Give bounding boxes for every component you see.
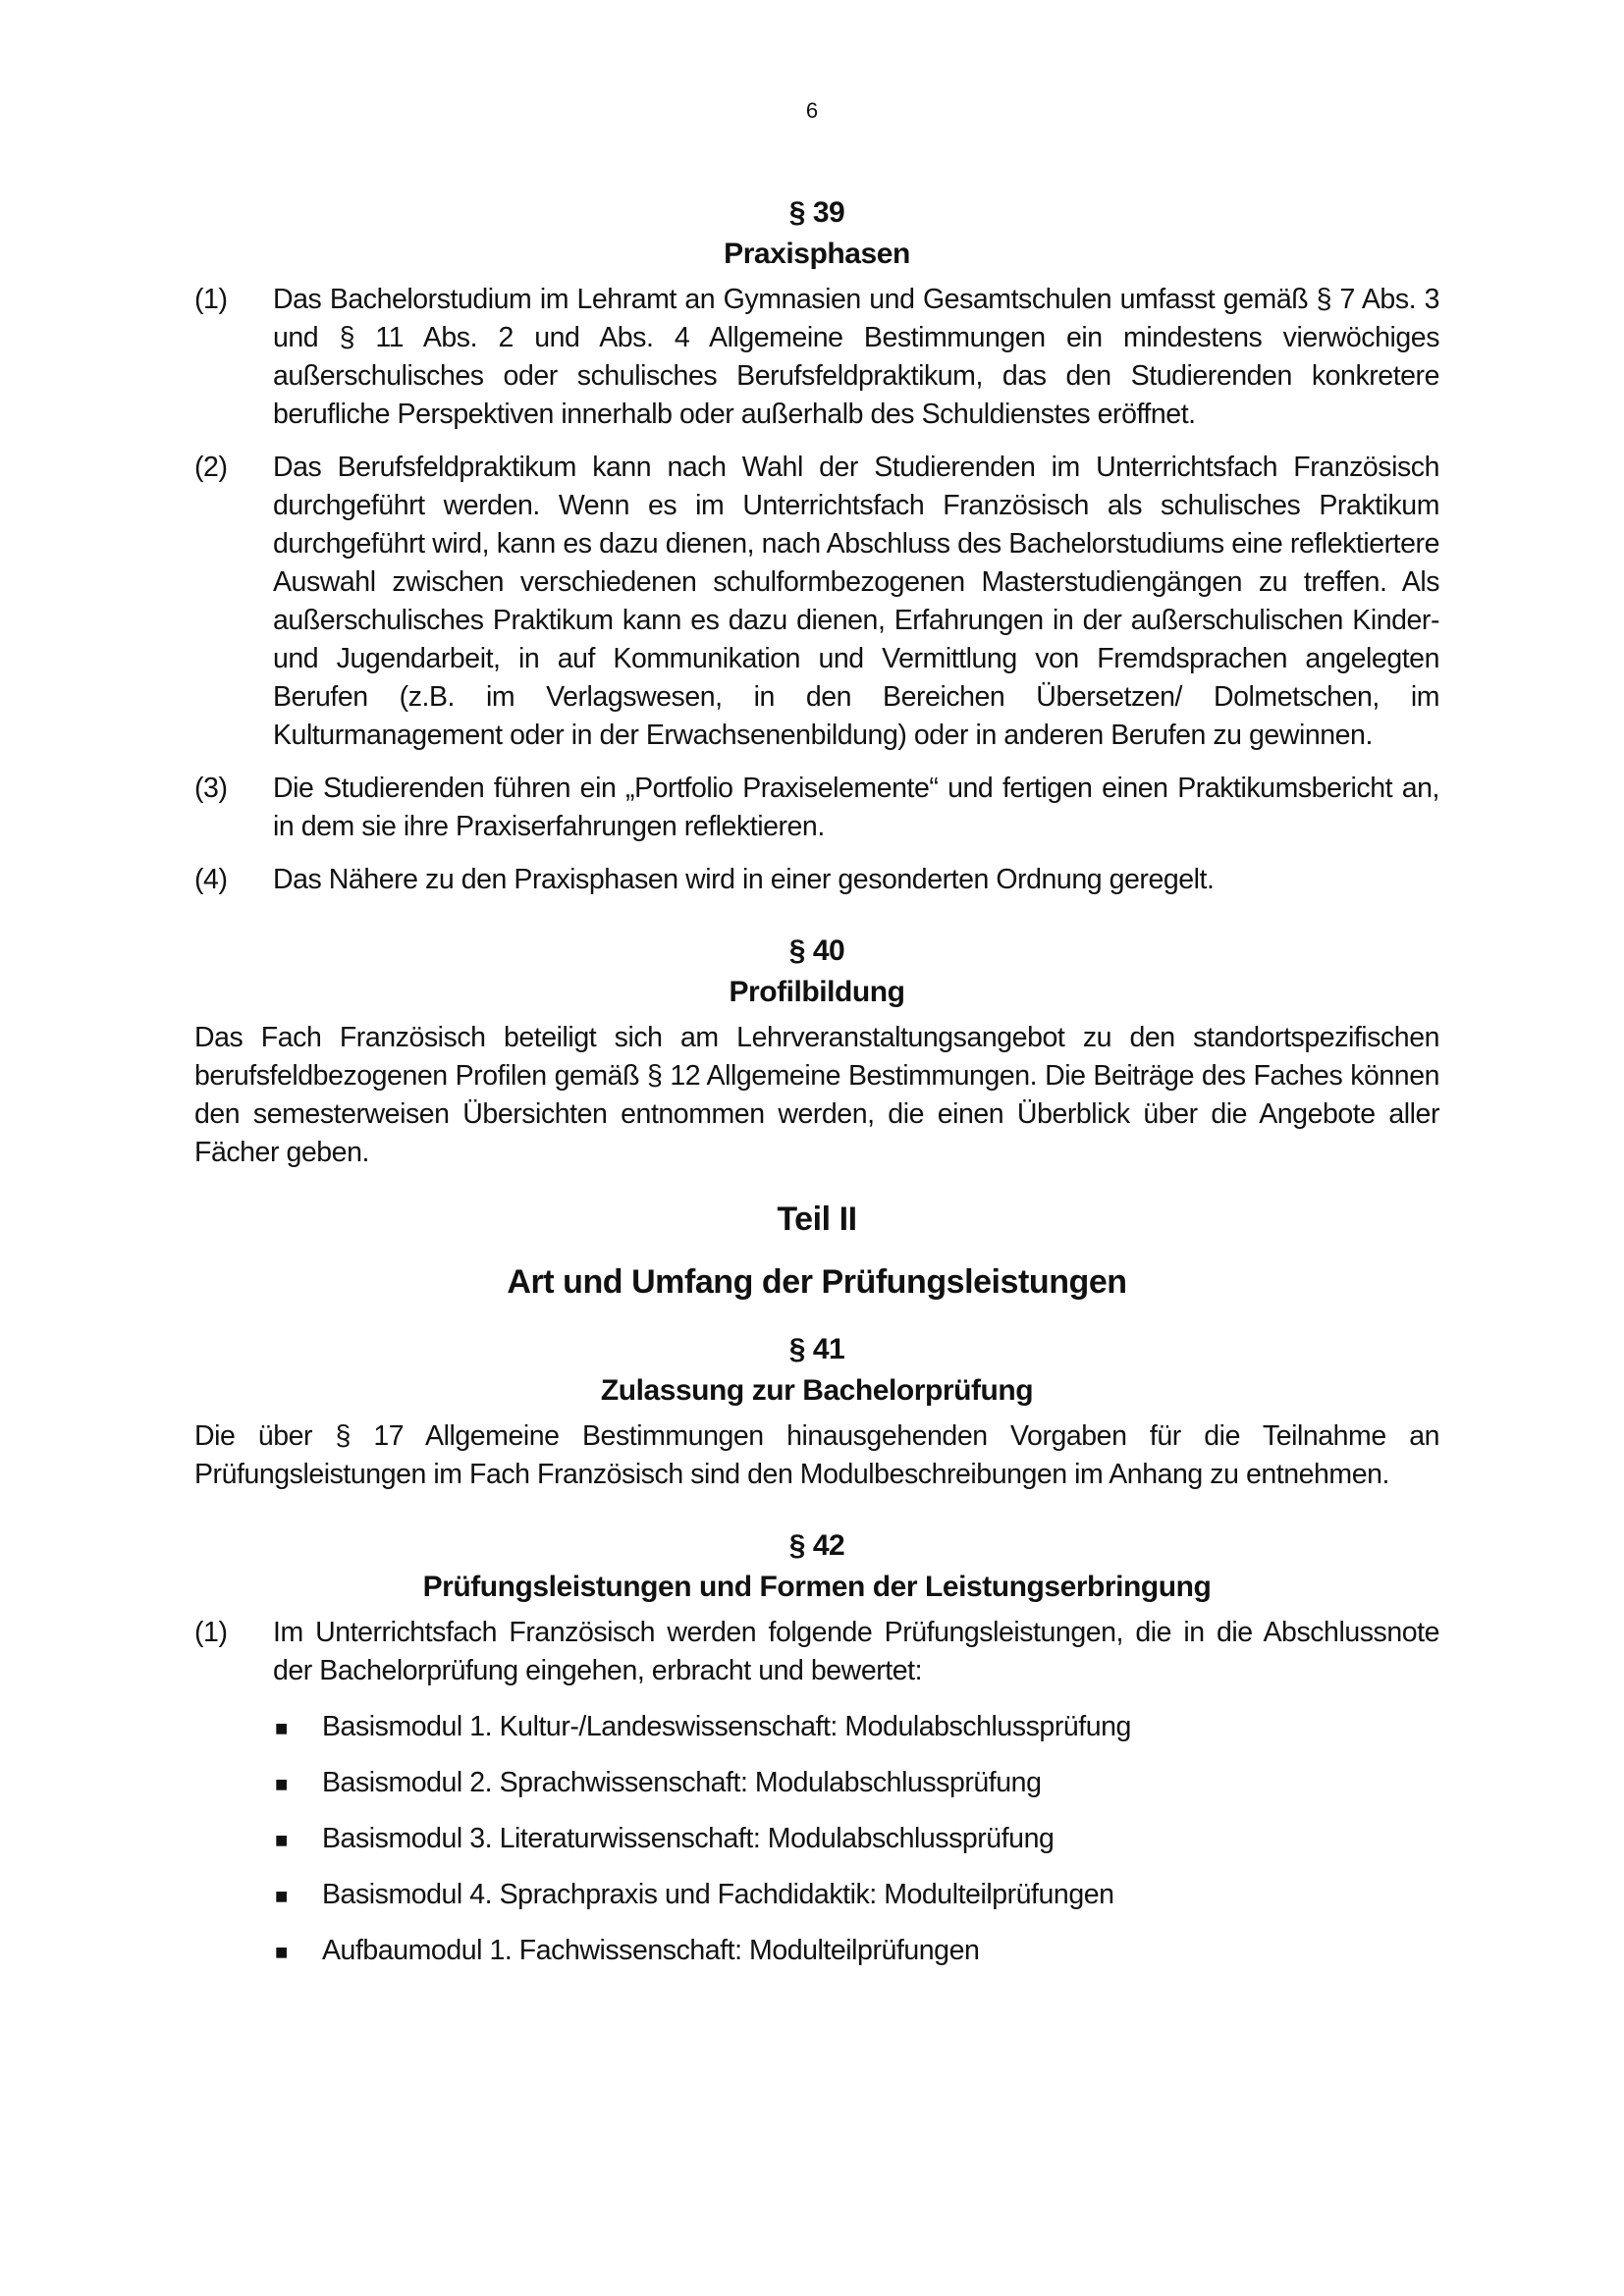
paragraph-text: Das Nähere zu den Praxisphasen wird in einer gesonderten Ordnung geregelt.	[273, 864, 1215, 895]
list-item-text: Aufbaumodul 1. Fachwissenschaft: Modulteilprüfungen	[322, 1935, 980, 1966]
list-item	[275, 1764, 1439, 1803]
section-41-title: Zulassung zur Bachelorprüfung	[600, 1374, 1034, 1407]
section-42-number: § 42	[788, 1529, 845, 1562]
paragraph-number: (4)	[194, 864, 228, 895]
paragraph-text: Im Unterrichtsfach Französisch werden folgende Prüfungsleistungen, die in die Abschlussnote der Bachelorprüfung eingehen, erbracht und bewertet:	[273, 1617, 1439, 1686]
exam-list	[194, 1708, 1439, 1971]
section-40-number: § 40	[788, 934, 845, 967]
list-item-text: Basismodul 1. Kultur-/Landeswissenschaft: Modulabschlussprüfung	[322, 1711, 1131, 1742]
list-item-text: Basismodul 4. Sprachpraxis und Fachdidaktik: Modulteilprüfungen	[322, 1879, 1114, 1910]
paragraph-text: Das Bachelorstudium im Lehramt an Gymnasien und Gesamtschulen umfasst gemäß § 7 Abs. 3 und § 11 Abs. 2 und Abs. 4 Allgemeine Bestimmungen ein mindestens vierwöchiges außerschulisches oder schulisches Berufsfeldpraktikum, das den Studierenden konkretere berufliche Perspektiven innerhalb oder außerhalb des Schuldienstes eröffnet.	[273, 284, 1439, 430]
section-42-paragraph-1	[194, 1614, 1439, 1690]
list-item	[275, 1932, 1439, 1971]
list-item	[275, 1876, 1439, 1915]
square-bullet-icon: ■	[275, 1716, 288, 1740]
section-42-title: Prüfungsleistungen und Formen der Leistungserbringung	[422, 1571, 1212, 1603]
section-41-number: § 41	[788, 1333, 845, 1365]
list-item	[275, 1708, 1439, 1747]
square-bullet-icon: ■	[275, 1940, 288, 1964]
section-39-title: Praxisphasen	[724, 238, 910, 270]
square-bullet-icon: ■	[275, 1772, 288, 1796]
list-item-text: Basismodul 3. Literaturwissenschaft: Modulabschlussprüfung	[322, 1823, 1055, 1854]
section-39-paragraph-4	[194, 861, 1439, 899]
section-39-paragraph-2	[194, 449, 1439, 755]
paragraph-number: (3)	[194, 773, 228, 804]
list-item-text: Basismodul 2. Sprachwissenschaft: Modulabschlussprüfung	[322, 1767, 1042, 1798]
part-2-subtitle: Art und Umfang der Prüfungsleistungen	[507, 1263, 1127, 1301]
paragraph-text: Die Studierenden führen ein „Portfolio Praxiselemente“ und fertigen einen Praktikumsbericht an, in dem sie ihre Praxiserfahrungen reflektieren.	[273, 773, 1439, 842]
paragraph-number: (1)	[194, 284, 228, 315]
document-body	[194, 192, 1439, 1988]
section-39-number: § 39	[788, 196, 845, 229]
section-41-text: Die über § 17 Allgemeine Bestimmungen hinausgehenden Vorgaben für die Teilnahme an Prüfungsleistungen im Fach Französisch sind den Modulbeschreibungen im Anhang zu entnehmen.	[194, 1420, 1439, 1490]
paragraph-number: (1)	[194, 1617, 228, 1648]
square-bullet-icon: ■	[275, 1828, 288, 1852]
section-40-text: Das Fach Französisch beteiligt sich am Lehrveranstaltungsangebot zu den standortspezifischen berufsfeldbezogenen Profilen gemäß § 12 Allgemeine Bestimmungen. Die Beiträge des Faches können den semesterweisen Übersichten entnommen werden, die einen Überblick über die Angebote aller Fächer geben.	[194, 1022, 1439, 1168]
paragraph-number: (2)	[194, 452, 228, 483]
section-39-paragraph-1	[194, 281, 1439, 434]
part-2-title: Teil II	[777, 1201, 857, 1238]
paragraph-text: Das Berufsfeldpraktikum kann nach Wahl der Studierenden im Unterrichtsfach Französisch durchgeführt werden. Wenn es im Unterrichtsfach Französisch als schulisches Praktikum durchgeführt wird, kann es dazu dienen, nach Abschluss des Bachelorstudiums eine reflektiertere Auswahl zwischen verschiedenen schulformbezogenen Masterstudiengängen zu treffen. Als außerschulisches Praktikum kann es dazu dienen, Erfahrungen in der außerschulischen Kinder- und Jugendarbeit, in auf Kommunikation und Vermittlung von Fremdsprachen angelegten Berufen (z.B. im Verlagswesen, in den Bereichen Übersetzen/ Dolmetschen, im Kulturmanagement oder in der Erwachsenenbildung) oder in anderen Berufen zu gewinnen.	[273, 452, 1439, 751]
square-bullet-icon: ■	[275, 1884, 288, 1908]
page-number: 6	[805, 98, 819, 123]
section-40-title: Profilbildung	[729, 976, 905, 1008]
section-39-paragraph-3	[194, 770, 1439, 846]
list-item	[275, 1820, 1439, 1859]
